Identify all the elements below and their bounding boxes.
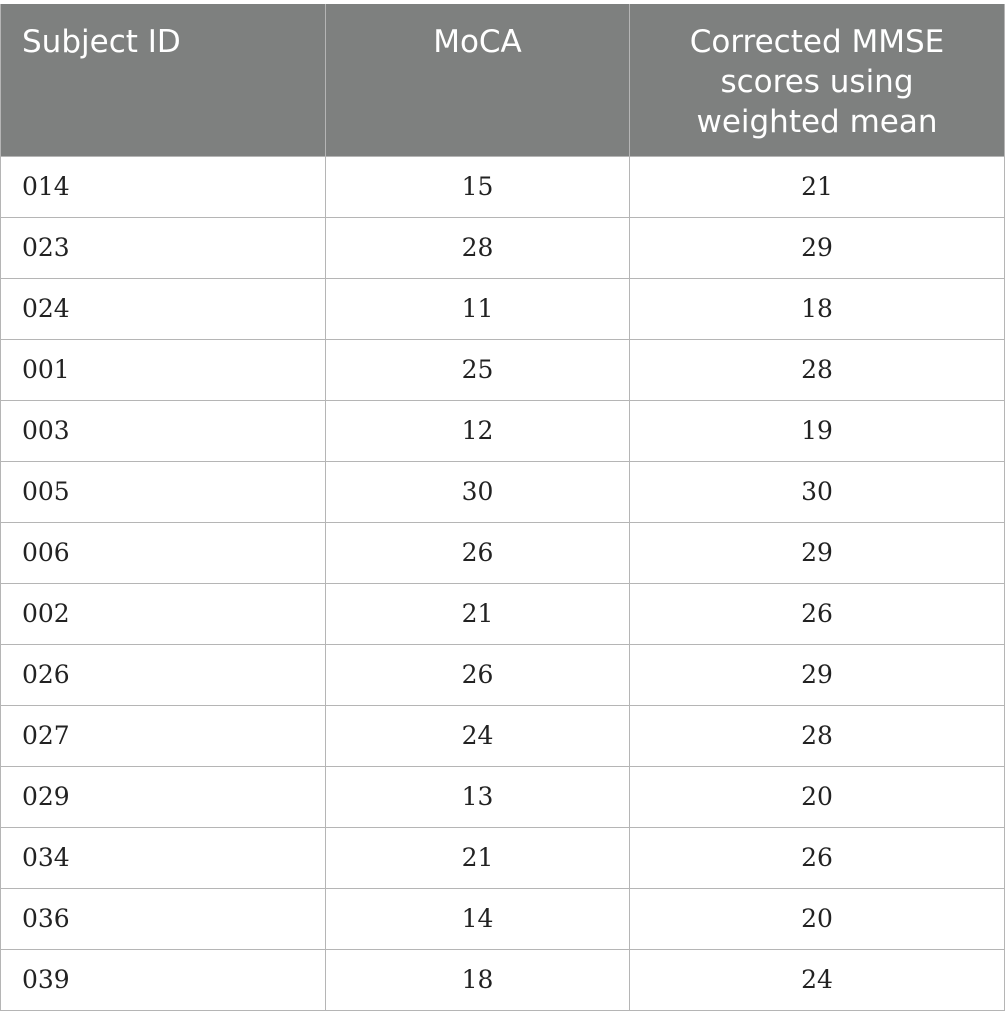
cell-moca: 18 [326, 949, 630, 1010]
cell-subject-id: 023 [1, 217, 326, 278]
cell-corrected-mmse: 26 [630, 827, 1005, 888]
table-row [1, 339, 1005, 400]
cell-subject-id: 014 [1, 156, 326, 217]
table-row [1, 827, 1005, 888]
cell-corrected-mmse: 28 [630, 339, 1005, 400]
cell-corrected-mmse: 30 [630, 461, 1005, 522]
header-row [1, 4, 1005, 156]
cell-subject-id: 026 [1, 644, 326, 705]
cell-corrected-mmse: 18 [630, 278, 1005, 339]
cell-moca: 24 [326, 705, 630, 766]
table-row [1, 644, 1005, 705]
table-row [1, 156, 1005, 217]
cell-moca: 12 [326, 400, 630, 461]
table-row [1, 766, 1005, 827]
cell-corrected-mmse: 20 [630, 766, 1005, 827]
cell-corrected-mmse: 29 [630, 522, 1005, 583]
cell-moca: 30 [326, 461, 630, 522]
cell-corrected-mmse: 28 [630, 705, 1005, 766]
cell-subject-id: 006 [1, 522, 326, 583]
cell-corrected-mmse: 19 [630, 400, 1005, 461]
cell-subject-id: 024 [1, 278, 326, 339]
table-row [1, 949, 1005, 1010]
cell-moca: 25 [326, 339, 630, 400]
cell-corrected-mmse: 21 [630, 156, 1005, 217]
cell-moca: 21 [326, 583, 630, 644]
table-row [1, 888, 1005, 949]
cell-subject-id: 039 [1, 949, 326, 1010]
table-row [1, 522, 1005, 583]
cell-corrected-mmse: 29 [630, 217, 1005, 278]
cell-corrected-mmse: 24 [630, 949, 1005, 1010]
cell-subject-id: 027 [1, 705, 326, 766]
header-corrected-mmse: Corrected MMSE scores using weighted mean [630, 4, 1005, 156]
table-row [1, 705, 1005, 766]
cell-subject-id: 003 [1, 400, 326, 461]
cell-moca: 26 [326, 522, 630, 583]
cell-corrected-mmse: 26 [630, 583, 1005, 644]
cell-corrected-mmse: 29 [630, 644, 1005, 705]
cell-subject-id: 001 [1, 339, 326, 400]
cell-moca: 14 [326, 888, 630, 949]
cell-moca: 13 [326, 766, 630, 827]
table-row [1, 278, 1005, 339]
table-row [1, 400, 1005, 461]
cell-moca: 26 [326, 644, 630, 705]
scores-table [0, 4, 1005, 1011]
cell-moca: 15 [326, 156, 630, 217]
cell-subject-id: 036 [1, 888, 326, 949]
header-subject-id: Subject ID [1, 4, 326, 156]
table-body [1, 156, 1005, 1010]
table-row [1, 217, 1005, 278]
cell-moca: 21 [326, 827, 630, 888]
cell-subject-id: 029 [1, 766, 326, 827]
table-row [1, 583, 1005, 644]
cell-moca: 11 [326, 278, 630, 339]
table-header [1, 4, 1005, 156]
cell-moca: 28 [326, 217, 630, 278]
cell-subject-id: 005 [1, 461, 326, 522]
cell-subject-id: 034 [1, 827, 326, 888]
header-moca: MoCA [326, 4, 630, 156]
table-row [1, 461, 1005, 522]
cell-corrected-mmse: 20 [630, 888, 1005, 949]
cell-subject-id: 002 [1, 583, 326, 644]
